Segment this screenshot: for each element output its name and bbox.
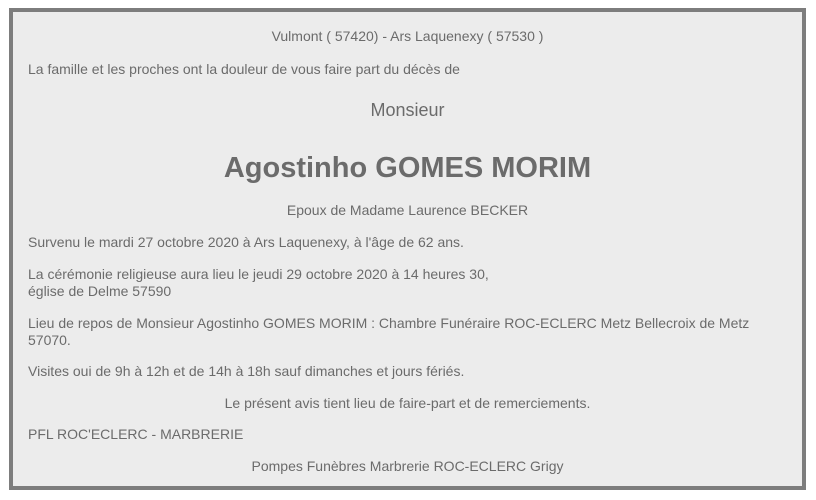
obituary-notice bbox=[9, 8, 806, 490]
civility-title: Monsieur bbox=[370, 100, 445, 120]
rest-place-line-2: 57070. bbox=[28, 332, 71, 348]
locations-line: Vulmont ( 57420) - Ars Laquenexy ( 57530 ) bbox=[271, 28, 544, 44]
notice-note: Le présent avis tient lieu de faire-part et de remerciements. bbox=[224, 395, 591, 411]
rest-place-line-1: Lieu de repos de Monsieur Agostinho GOMES MORIM : Chambre Funéraire ROC-ECLERC Metz Bellecroix de Metz bbox=[28, 315, 750, 331]
spouse-line: Epoux de Madame Laurence BECKER bbox=[286, 202, 529, 218]
ceremony-line-1: La cérémonie religieuse aura lieu le jeudi 29 octobre 2020 à 14 heures 30, bbox=[28, 266, 489, 282]
funeral-home: Pompes Funèbres Marbrerie ROC-ECLERC Grigy bbox=[251, 458, 564, 474]
intro-text: La famille et les proches ont la douleur de vous faire part du décès de bbox=[28, 61, 460, 77]
company-name: PFL ROC'ECLERC - MARBRERIE bbox=[28, 426, 244, 442]
ceremony-line-2: église de Delme 57590 bbox=[28, 283, 172, 299]
deceased-name: Agostinho GOMES MORIM bbox=[223, 152, 592, 184]
death-info: Survenu le mardi 27 octobre 2020 à Ars Laquenexy, à l'âge de 62 ans. bbox=[28, 234, 464, 250]
visiting-hours: Visites oui de 9h à 12h et de 14h à 18h sauf dimanches et jours fériés. bbox=[28, 363, 465, 379]
